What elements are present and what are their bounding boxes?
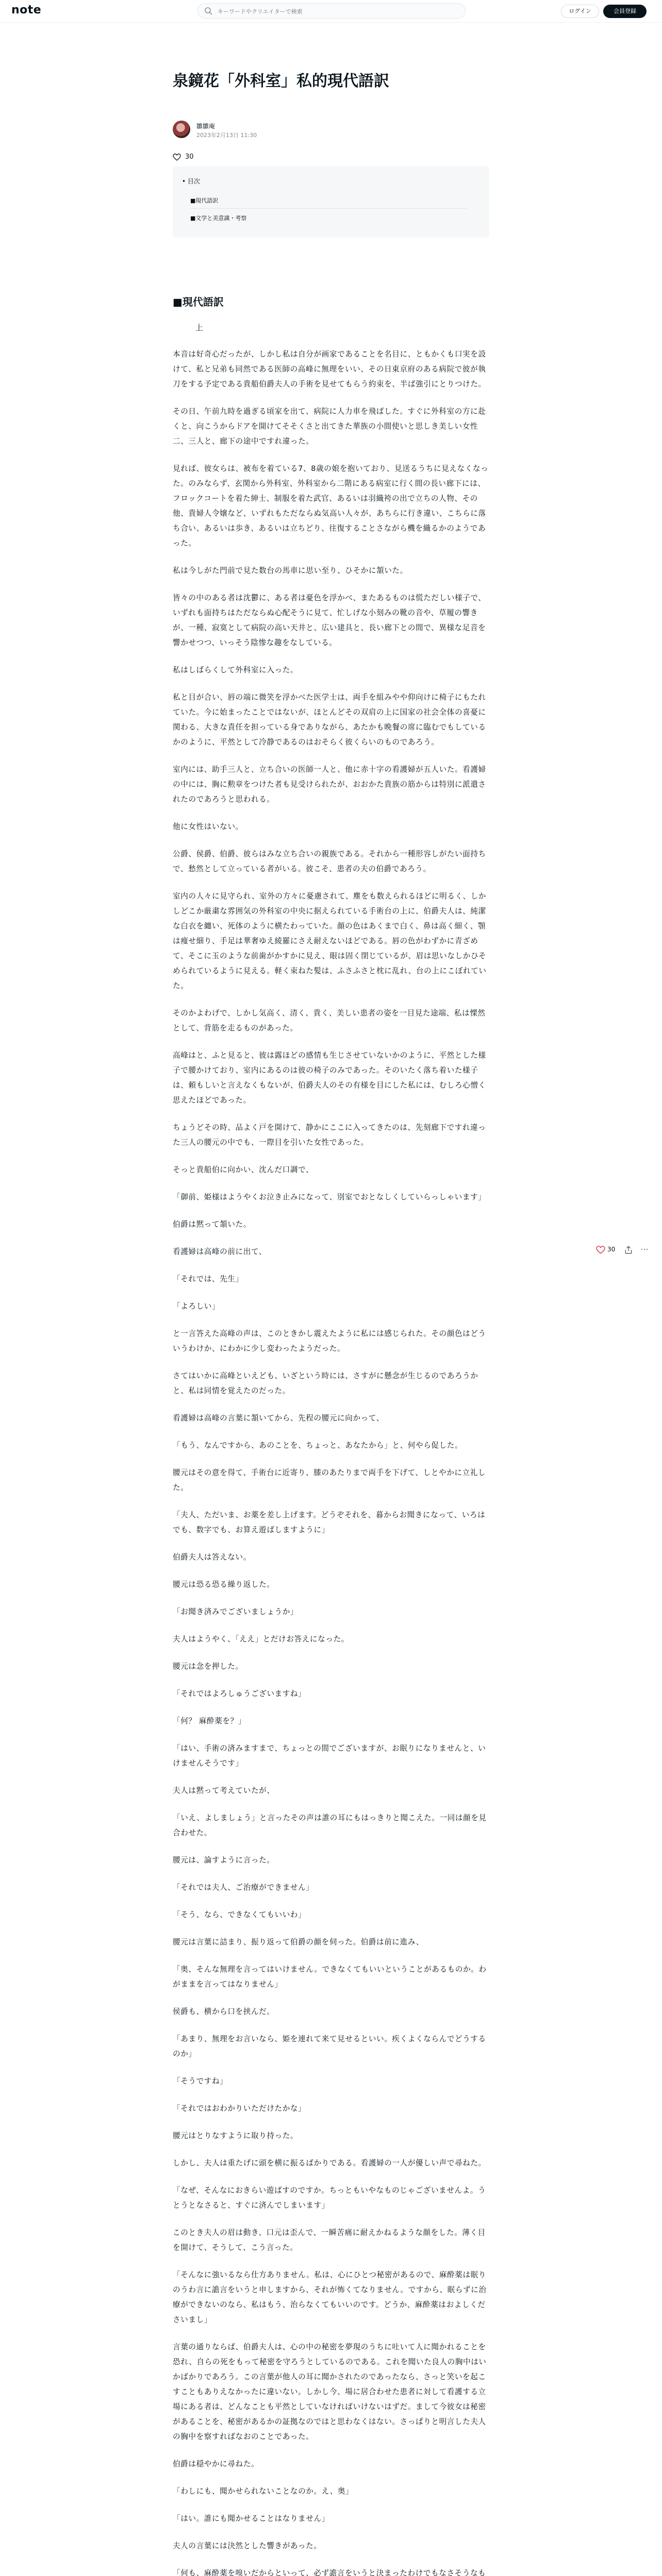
article-paragraph: 侯爵も、横から口を挟んだ。 (173, 2007, 275, 2016)
article-paragraph: 「何も、麻酔薬を嗅いだからといって、必ず譫言をいうと決まったわけでもなさそうなも (173, 2569, 486, 2576)
search-icon (204, 7, 212, 15)
like-count: 30 (185, 153, 194, 161)
article-paragraph: 「御前、姫様はようやくお泣き止みになって、別室でおとなしくしていらっしゃいます」 (173, 1193, 486, 1201)
article-paragraph: 腰元はその意を得て、手術台に近寄り、膝のあたりまで両手を下げて、しとやかに立礼した。 (173, 1468, 486, 1492)
floating-action-bar (596, 1244, 653, 1257)
toc-item-commentary[interactable]: ■文学と美意識・考察 (190, 215, 247, 222)
article-paragraph: 「夫人、ただいま、お薬を差し上げます。どうぞそれを、暮からお聞きになって、いろはでも、数字でも、お算え遊ばしますように」 (173, 1511, 486, 1534)
heart-icon[interactable] (173, 153, 181, 161)
article-paragraph: 「お聞き済みでございましょうか」 (173, 1607, 299, 1616)
article-paragraph: 皆々の中のある者は沈鬱に、ある者は憂色を浮かべ、またあるものは慌ただしい様子で、いずれも面持ちはただならぬ心配そうに見て、忙しげな小刻みの靴の音や、草履の響きが、一種、寂寞として病院の高い天井と、広い建具と、長い廊下との間で、異様な足音を響かせつつ、いっそう陰惨な趣をなしている。 (173, 594, 486, 647)
article-paragraph: 室内には、助手三人と、立ち合いの医師一人と、他に赤十字の看護婦が五人いた。看護婦の中には、胸に勲章をつけた者も見受けられたが、おおかた貴族の筋からは特別に派遣されたのであろうと思われる。 (173, 765, 486, 804)
article-paragraph: 夫人の言葉には決然とした響きがあった。 (173, 2541, 322, 2550)
like-count: 30 (607, 1246, 616, 1253)
article-paragraph: ちょうどその時、品よく戸を開けて、静かにここに入ってきたのは、先刻廊下ですれ違った三人の腰元の中でも、一際目を引いた女性であった。 (173, 1123, 486, 1147)
article-paragraph: 伯爵は黙って頷いた。 (173, 1220, 251, 1229)
article-paragraph: 夫人はようやく、「ええ」とだけお答えになった。 (173, 1635, 349, 1643)
article-paragraph: その日、午前九時を過ぎる頃家を出て、病院に人力車を飛ばした。すぐに外科室の方に赴くと、向こうからドアを開けてそそくさと出てきた華族の小間使いと思しき美しい女性二、三人と、廊下の途中ですれ違った。 (173, 407, 486, 446)
author-avatar[interactable] (173, 121, 190, 138)
article-paragraph: 私はしばらくして外科室に入った。 (173, 666, 299, 674)
article-paragraph: 言葉の通りならば、伯爵夫人は、心の中の秘密を夢現のうちに吐いて人に聞かれることを恐れ、自らの死をもって秘密を守ろうとしているのである。これを聞いた良人の胸中はいかばかりであろう。この言葉が他人の耳に聞かされたのであったなら、さっと笑いを起こすこともありえなかったに違いない。しかし今、場に居合わせた患者に対して看護する立場にある者は、どんなことも平然としていなければいけないはずだ。まして今彼女は秘密があることを、秘密があるかの証拠なのではと思わなくはない。さっぱりと明言した夫人の胸中を察すればなおのことであった。 (173, 2343, 487, 2441)
article-paragraph: 「それでは夫人、ご治療ができません」 (173, 1883, 314, 1892)
top-navigation-bar (0, 0, 662, 23)
author-name[interactable]: 雛雛庵 (196, 123, 216, 130)
section-heading: ■現代語訳 (173, 296, 224, 308)
article-paragraph: このとき夫人の眉は動き、口元は歪んで、一瞬苦痛に耐えかねるような顔をした。薄く目を開けて、そうして、こう言った。 (173, 2228, 486, 2252)
article-paragraph: 「そうですね」 (173, 2077, 228, 2086)
article-paragraph: 腰元は言葉に詰まり、振り返って伯爵の顔を伺った。伯爵は前に進み、 (173, 1938, 424, 1946)
article-paragraph: 「わしにも、聞かせられないことなのか。え、奥」 (173, 2487, 354, 2496)
article-paragraph: 「それでは、先生」 (173, 1275, 243, 1283)
article-paragraph: さてはいかに高峰といえども、いざという時には、さすがに懸念が生じるのであろうかと、私は同情を覚えたのだった。 (173, 1371, 478, 1395)
article-paragraph: 腰元は、論すように言った。 (173, 1856, 275, 1865)
article-paragraph: 「あまり、無理をお言いなら、姫を連れて来て見せるといい。疾くよくならんでどうするのか」 (173, 2035, 486, 2058)
article-paragraph: そっと貴船伯に向かい、沈んだ口調で、 (173, 1165, 314, 1174)
author-info[interactable] (173, 120, 379, 140)
article-paragraph: 私は今しがた門前で見た数台の馬車に思い至り、ひそかに頷いた。 (173, 566, 408, 575)
article-paragraph: 「もう、なんですから、あのことを、ちょっと、あなたから」と、何やら促した。 (173, 1441, 463, 1450)
article-paragraph: 腰元はとりなすように取り持った。 (173, 2131, 299, 2140)
article-title: 泉鏡花「外科室」私的現代語訳 (173, 72, 389, 90)
article-paragraph: 夫人は黙って考えていたが、 (173, 1786, 275, 1795)
heart-icon[interactable] (596, 1245, 605, 1255)
article-paragraph: 「なぜ、そんなにおきらい遊ばすのですか。ちっともいやなものじゃございませんよ。うとうとなさると、すぐに済んでしまいます」 (173, 2186, 486, 2210)
search-box[interactable] (197, 3, 466, 19)
article-body (173, 320, 489, 2576)
article-paragraph: そのかよわげで、しかし気高く、清く、貴く、美しい患者の姿を一目見た途端、私は慄然として、背筋を走るものがあった。 (173, 1009, 486, 1032)
article-paragraph: 高峰はと、ふと見ると、彼は露ほどの感情も生じさせていないかのように、平然とした様子で腰かけており、室内にあるのは彼の椅子のみであった。そのいたく落ち着いた様子は、頼もしいと言えなくもないが、伯爵夫人のその有様を目にした私には、むしろ心憎く思えたほどであった。 (173, 1051, 486, 1105)
article-paragraph: 「それではおわかりいただけたかな」 (173, 2104, 306, 2113)
article-paragraph: 「何？ 麻酔薬を？」 (173, 1717, 246, 1725)
article-paragraph: しかし、夫人は重たげに頭を横に振るばかりである。看護婦の一人が優しい声で尋ねた。 (173, 2159, 486, 2167)
post-date: 2023年2月13日 11:30 (196, 132, 257, 139)
article-paragraph: 伯爵夫人は答えない。 (173, 1553, 251, 1562)
article-paragraph: 公爵、侯爵、伯爵、彼らはみな立ち合いの親族である。それから一種形容しがたい面持ちで、愁然として立っている者がいる。彼こそ、患者の夫の伯爵であろう。 (173, 850, 486, 873)
article-paragraph: 「それではよろしゅうございますね」 (173, 1689, 306, 1698)
article-paragraph: 私と目が合い、唇の端に微笑を浮かべた医学士は、両手を組みやや仰向けに椅子にもたれていた。今に始まったことではないが、ほとんどその双肩の上に国家の社会全体の喜憂に関わる、大きな責任を担っている身でありながら、あたかも晩餐の席に臨むでもしているかのように、平然として冷静であるのはおそらく彼くらいのものであろう。 (173, 693, 486, 747)
toc-bullet: • (182, 178, 188, 185)
article-paragraph: 「はい。誰にも聞かせることはなりません」 (173, 2514, 329, 2523)
signup-button[interactable]: 会員登録 (603, 5, 647, 18)
article-paragraph: 「いえ、よしましょう」と言ったその声は誰の耳にもはっきりと聞こえた。一同は顔を見合わせた。 (173, 1814, 487, 1837)
table-of-contents (173, 166, 489, 238)
search-input[interactable] (217, 6, 456, 17)
article-paragraph: 腰元は念を押した。 (173, 1662, 243, 1671)
note-logo[interactable]: note (11, 4, 42, 16)
toc-heading[interactable] (182, 177, 200, 185)
login-button[interactable]: ログイン (561, 5, 599, 18)
article-paragraph: 腰元は恐る恐る繰り返した。 (173, 1580, 275, 1589)
article-paragraph: 見れば、彼女らは、被布を着ている7、8歳の娘を抱いており、見送るうちに見えなくなった。のみならず、玄関から外科室、外科室から二階にある病室に行く間の長い廊下には、フロックコートを着た紳士、制服を着た武官、あるいは羽織袴の出で立ちの人物、その他、貴婦人令嬢など、いずれもただならぬ気高い人々が、あちらに行き違い、こちらに落ち合い、あるいは歩き、あるいは立ちどり、往復することさながら機を織るかのようであった。 (173, 464, 489, 548)
toc-heading-label: 目次 (187, 178, 200, 185)
more-options-icon[interactable]: ⋯ (640, 1244, 649, 1254)
like-button[interactable] (173, 152, 214, 163)
toc-item-translation[interactable]: ■現代語訳 (190, 196, 467, 209)
share-icon[interactable] (624, 1245, 633, 1255)
article-paragraph: 「そんなに強いるなら仕方ありません。私は、心にひとつ秘密があるので、麻酔薬は眠りのうわ言に譫言をいうと申しますから、それが怖くてなりません。ですから、眠らずに治療ができないのなら、私はもう、治らなくてもいいのです。どうか、麻酔薬はおよしくださいまし」 (173, 2270, 487, 2324)
article-paragraph: 他に女性はいない。 (173, 822, 243, 831)
article-paragraph: 看護婦は高峰の前に出て、 (173, 1247, 267, 1256)
article-paragraph: 看護婦は高峰の言葉に頷いてから、先程の腰元に向かって、 (173, 1414, 384, 1422)
article-paragraph: 本音は好奇心だったが、しかし私は自分が画家であることを名目に、ともかくも口実を設けて、私と兄弟も同然である医師の高峰に無理をいい、その日東京府のある病院で彼が執刀をする予定である貴船伯爵夫人の手術を見せてもらう約束を、半ば強引にとりつけた。 (173, 350, 486, 388)
chapter-heading: 上 (195, 324, 204, 332)
article-paragraph: 室内の人々に見守られ、室外の方々に憂慮されて、塵をも数えられるほどに明るく、しかしどこか厳粛な雰囲気の外科室の中央に据えられている手術台の上に、伯爵夫人は、純潔な白衣を纏い、死体のように横たわっていた。顔の色はあくまで白く、鼻は高く細く、顎は痩せ細り、手足は華奢ゆえ綾羅にさえ耐えないほどである。唇の色がわずかに青ざめて、そこに玉のような前歯がかすかに見え、眼は固く閉じているが、眉は思いなしかひそめられているように見える。軽く束ねた髪は、ふさふさと枕に乱れ、台の上にこぼれていた。 (173, 892, 487, 990)
article-paragraph: 「そう、なら、できなくてもいいわ」 (173, 1910, 306, 1919)
article-paragraph: と一言答えた高峰の声は、このときかし震えたように私には感じられた。その顔色はどういうわけか、にわかに少し変わったようだった。 (173, 1329, 486, 1353)
article-paragraph: 「はい、手術の済みますまで、ちょっとの間でございますが、お眠りになりませんと、いけませんそうです」 (173, 1744, 486, 1768)
article-paragraph: 伯爵は穏やかに尋ねた。 (173, 2460, 259, 2468)
article-paragraph: 「奥、そんな無理を言ってはいけません。できなくてもいいということがあるものか。わがままを言ってはなりません」 (173, 1965, 487, 1989)
article-paragraph: 「よろしい」 (173, 1302, 220, 1311)
